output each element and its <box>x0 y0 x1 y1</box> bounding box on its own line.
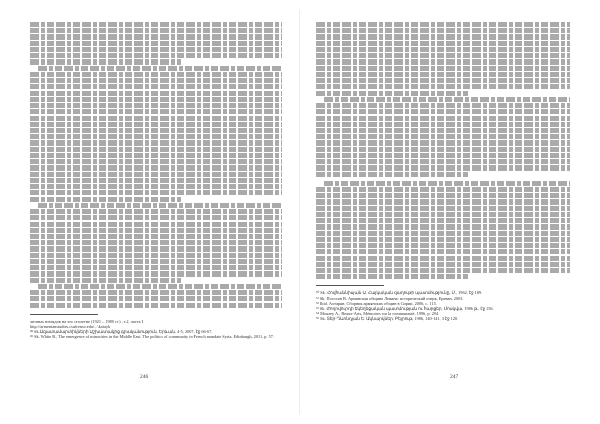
text-line <box>316 28 570 33</box>
text-line <box>324 97 570 102</box>
text-line <box>316 274 468 279</box>
text-line <box>30 41 282 46</box>
text-line <box>30 215 282 220</box>
text-line <box>316 193 570 198</box>
text-line <box>30 116 282 121</box>
text-line <box>30 190 282 195</box>
text-line <box>316 172 468 177</box>
text-line <box>30 234 282 239</box>
text-line <box>30 140 282 145</box>
text-line <box>30 147 282 152</box>
text-line <box>38 66 282 71</box>
text-line <box>30 209 282 214</box>
left-footnote-rule <box>30 314 98 315</box>
text-line <box>30 253 282 258</box>
text-line <box>316 218 570 223</box>
text-line <box>316 128 570 133</box>
text-line <box>316 153 570 158</box>
text-line <box>316 22 570 27</box>
footnote: ⁴⁸ Sk.Ազատամարտիկների Աշխատակից գրականություն, Երևան, 4-5, 2007, էջ 66-67. <box>30 329 213 335</box>
right-page <box>300 0 600 424</box>
text-line <box>316 116 570 121</box>
text-line <box>316 165 570 170</box>
text-line <box>30 228 282 233</box>
text-line <box>30 134 282 139</box>
right-footnotes <box>316 290 570 321</box>
text-line <box>38 284 282 289</box>
text-line <box>30 165 282 170</box>
text-line <box>316 187 570 192</box>
text-line <box>316 140 570 145</box>
text-line <box>316 72 570 77</box>
text-line <box>316 256 570 261</box>
footnote: ⁵⁰ Sk. Հովհաննիսյան Ա. Հայկական զաղութի պատմությունը, Մ., 1962, էջ 189. <box>316 290 483 296</box>
left-footnotes <box>30 319 282 340</box>
text-line <box>316 249 570 254</box>
text-line <box>316 84 570 89</box>
text-line <box>316 47 570 52</box>
footnote: ⁵⁵ Sk. Տեր-Ղևոնդյան Ե. Ակնարկներ, Բեյրութ, 1986, 140-141, 3 էջ 120. <box>316 316 459 322</box>
text-line <box>316 212 570 217</box>
text-line <box>324 181 570 186</box>
text-line <box>316 66 570 71</box>
text-line <box>316 41 570 46</box>
text-line <box>316 237 570 242</box>
text-line <box>30 172 282 177</box>
text-line <box>30 53 282 58</box>
footnote: ⁴⁹ Sk. White B., The emergence of minorities in the Middle East. The politics of community in French mandate Syria, Edinburgh, 2011, p. 57. <box>30 334 274 340</box>
text-line <box>30 240 282 245</box>
text-line <box>30 290 282 295</box>
right-body-text-bottom <box>316 181 570 280</box>
text-line <box>316 109 570 114</box>
right-body-text-top <box>316 22 570 177</box>
text-line <box>316 268 570 273</box>
text-line <box>30 159 282 164</box>
text-line <box>316 91 468 96</box>
text-line <box>316 262 570 267</box>
page-number: 246 <box>140 374 149 380</box>
text-line <box>30 278 181 283</box>
text-line <box>316 199 570 204</box>
text-line <box>30 271 282 276</box>
footnote: ⁵⁴ Mouzey A., Beaux-Arts, Mémoires sur la communauté, 1996, p. 294. <box>316 311 440 317</box>
text-line <box>30 296 282 301</box>
text-line <box>30 97 282 102</box>
footnote-link[interactable]: http://armenianstudies.csufresno.edu/...\kotayk <box>30 323 111 329</box>
text-line <box>316 134 570 139</box>
text-line <box>316 206 570 211</box>
footnote: ⁵¹ Sk. Погосян В. Армянская община Ливана: исторический очерк, Ереван, 2003. <box>316 295 464 301</box>
text-line <box>30 91 282 96</box>
text-line <box>30 122 282 127</box>
page-number: 247 <box>450 374 459 380</box>
text-line <box>316 231 570 236</box>
text-line <box>316 53 570 58</box>
right-footnote-rule <box>316 285 384 286</box>
text-line <box>30 184 282 189</box>
text-line <box>316 59 570 64</box>
text-line <box>30 47 282 52</box>
text-line <box>30 109 282 114</box>
text-line <box>316 159 570 164</box>
text-line <box>30 178 282 183</box>
footnote: личных взглядов на это столетие (1921 – 1980 гг.) , т.2, часть I <box>30 318 144 324</box>
text-line <box>316 103 570 108</box>
text-line <box>30 197 181 202</box>
text-line <box>30 78 282 83</box>
text-line <box>30 303 282 308</box>
text-line <box>30 59 181 64</box>
text-line <box>30 265 282 270</box>
footnote: ⁵² Ibid. Ахтарян, Сборник армянских общин в Сирии, 2006, с. 115. <box>316 300 437 306</box>
text-line <box>30 28 282 33</box>
text-line <box>316 122 570 127</box>
text-line <box>30 128 282 133</box>
text-line <box>316 78 570 83</box>
text-line <box>30 259 282 264</box>
text-line <box>316 224 570 229</box>
text-line <box>316 243 570 248</box>
text-line <box>30 103 282 108</box>
text-line <box>316 147 570 152</box>
text-line <box>30 246 282 251</box>
text-line <box>30 34 282 39</box>
footnote: ⁵³ Sk. Ժողովուրդի եկեղեցական պատմության ու հարցեր, Մոսկվա, 1986 թ., էջ 156. <box>316 306 494 312</box>
text-line <box>38 203 282 208</box>
text-line <box>30 222 282 227</box>
text-line <box>30 84 282 89</box>
text-line <box>30 72 282 77</box>
text-line <box>30 153 282 158</box>
left-body-text <box>30 22 282 308</box>
text-line <box>316 34 570 39</box>
text-line <box>30 22 282 27</box>
